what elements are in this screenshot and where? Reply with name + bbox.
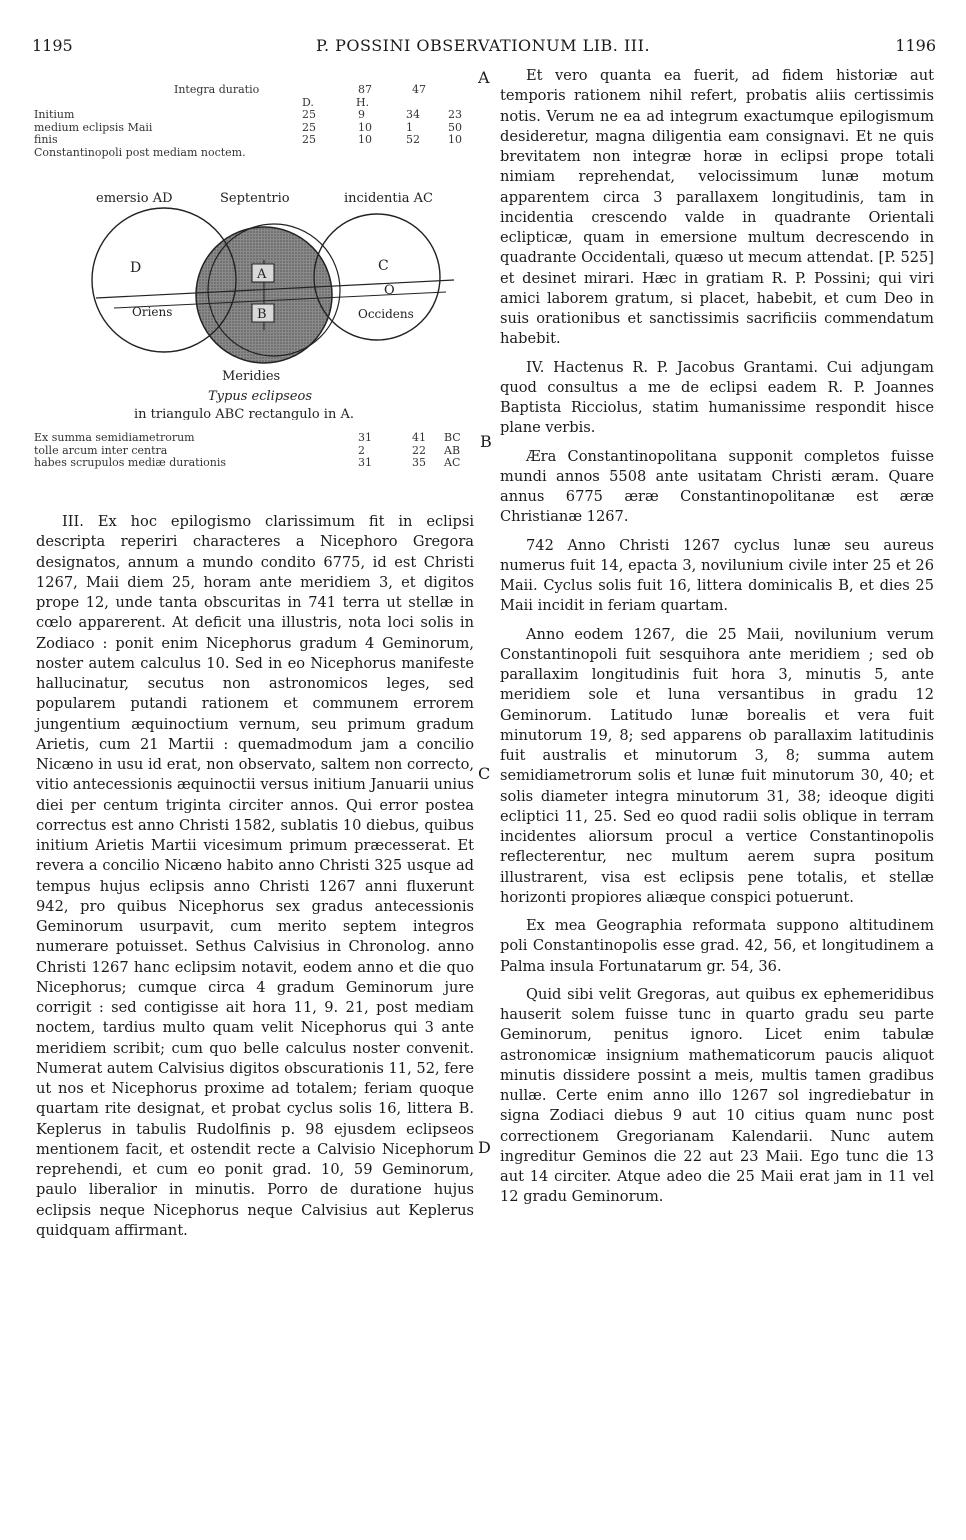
computation-table (34, 432, 474, 470)
duration-cell-s: 50 (448, 120, 462, 134)
diagram-occidens: Occidens (358, 307, 414, 321)
diagram-letter-o: O (384, 283, 395, 298)
computation-cell-b: 35 (412, 456, 426, 469)
eclipse-diagram (34, 180, 474, 420)
table-note-row (34, 147, 474, 160)
duration-cell-d: 25 (302, 133, 316, 146)
computation-cell-a: 31 (358, 456, 372, 469)
col-hours-label: H. (356, 95, 370, 109)
computation-cell-label: tolle arcum inter centra (34, 443, 168, 457)
paragraph: III. Ex hoc epilogismo clarissimum fit in eclipsi descripta reperiri characteres a Nicephoro Gregora designatos, annum a mundo condito 6775, id est Christi 1267, Maii diem 25, horam ante meridiem 3, et digitos prope 12, unde tanta obscuritas in 741 terra ut stellæ in cœlo apparerent. At deficit una illustris, nota loci solis in Zodiaco : ponit enim Nicephorus gradum 4 Geminorum, noster autem calculus 10. Sed in eo Nicephorus manifeste hallucinatur, secutus non astronomicos leges, sed popularem putandi rationem et communem errorem jungentium æquinoctium vernum, seu primum gradum Arietis, cum 21 Martii : quemadmodum jam a concilio Nicæno in usu id erat, non observato, saltem non correcto, vitio antecessionis æquinoctii versus initium Januarii unius diei per centum triginta circiter annos. Qui error postea correctus est anno Christi 1582, sublatis 10 diebus, quibus initium Arietis Martii vicesimum primum præcesserat. Et revera a concilio Nicæno habito anno Christi 325 usque ad tempus hujus eclipsis anno Christi 1267 anni fluxerunt 942, pro quibus Nicephorus sex gradus antecessionis Geminorum usurpavit, cum merito septem integros numerare potuisset. Sethus Calvisius in Chronolog. anno Christi 1267 hanc eclipsim notavit, eodem anno et die quo Nicephorus; cumque circa 4 gradum Geminorum jure corrigit : sed contigisse ait hora 11, 9. 21, post mediam noctem, tardius multo quam velit Nicephorus qui 3 ante meridiem scribit; cum quo belle calculus noster convenit. Numerat autem Calvisius digitos obscurationis 11, 52, fere ut nos et Nicephorus proxime ad totalem; feriam quoque quartam rite designat, et probat cyclus solis 16, littera B. Keplerus in tabulis Rudolfinis p. 98 ejusdem eclipseos mentionem facit, et ostendit recte a Calvisio Nicephorum reprehendi, et cum eo ponit grad. 10, 59 Geminorum, paulo liberalior in minutis. Porro de duratione hujus eclipsis neque Nicephorus neque Calvisius aut Keplerus quidquam affirmant. (36, 513, 474, 1239)
page-number-left: 1195 (32, 36, 73, 55)
diagram-oriens: Oriens (132, 305, 173, 319)
computation-cell-b: 41 (412, 431, 426, 444)
duration-cell-m: 52 (406, 133, 420, 146)
duration-cell-m: 1 (406, 120, 413, 134)
col-days-label: D. (302, 95, 314, 109)
computation-cell-c: AB (444, 443, 461, 457)
computation-cell-b: 22 (412, 443, 426, 457)
diagram-meridies: Meridies (222, 369, 281, 384)
paragraph: 742 Anno Christi 1267 cyclus lunæ seu aureus numerus fuit 14, epacta 3, novilunium civile inter 25 et 26 Maii. Cyclus solis fuit 16, littera dominicalis B, et dies 25 Maii incidit in feriam quartam. (500, 536, 934, 615)
page-number-right: 1196 (895, 36, 936, 55)
diagram-letter-a: A (257, 267, 267, 282)
diagram-emersio: emersio AD (96, 191, 173, 206)
duration-cell-s: 10 (448, 133, 462, 146)
paragraph: Et vero quanta ea fuerit, ad fidem historiæ aut temporis rationem nihil refert, probatis aliis certissimis notis. Verum ne ea ad integrum exactumque epilogismum desideretur, magna diligentia eam consignavi. Et ne quis brevitatem non integræ horæ in eclipsi prope totali nimiam reprehendat, velocissimum lunæ motum apparentem circa 3 parallaxem longitudinis, tam in incidentia crescendo valde in quadrante Orientali eclipticæ, quam in emersione multum decrescendo in quadrante Occidentali, quæso ut mecum attendat. [P. 525] et desinet mirari. Hæc in gratiam R. P. Possini; qui viri amici laborem gratum, si placet, habebit, et cum Deo in suis orationibus et sanctissimis sacrificiis commendatum habebit. (500, 67, 934, 348)
duration-cell-d: 25 (302, 120, 316, 134)
paragraph: Quid sibi velit Gregoras, aut quibus ex ephemeridibus hauserit solem fuisse tunc in quarto gradu seu parte Geminorum, penitus ignoro. Licet enim tabulæ astronomicæ insignium mathematicorum paucis aliquot minutis dissidere possint a meis, multis tamen gradibus nullæ. Certe enim anno illo 1267 sol ingrediebatur in signa Zodiaci diebus 9 aut 10 citius quam nunc post correctionem Gregorianam Kalendarii. Nunc autem ingreditur Geminos die 22 aut 23 Maii. Ego tunc die 13 aut 14 circiter. Atque adeo die 25 Maii erat jam in 11 vel 12 gradu Geminorum. (500, 985, 934, 1206)
table-title-row (34, 84, 474, 97)
diagram-letter-c: C (378, 258, 389, 274)
duration-cell-m: 34 (406, 108, 420, 121)
margin-letter-a: A (478, 68, 490, 87)
right-column (500, 66, 934, 1208)
computation-row (34, 457, 474, 470)
paragraph: Æra Constantinopolitana supponit completos fuisse mundi annos 5508 ante usitatam Christi æram. Quare annus 6775 æræ Constantinopolitanæ est æræ Christianæ 1267. (500, 447, 934, 526)
duration-cell-label: Initium (34, 108, 75, 121)
running-title: P. POSSINI OBSERVATIONUM LIB. III. (315, 36, 651, 55)
duration-cell-h: 10 (358, 120, 372, 134)
duration-cell-s: 23 (448, 108, 462, 121)
table-title-minutes: 47 (412, 83, 426, 96)
left-column (36, 512, 474, 1241)
paragraph: Anno eodem 1267, die 25 Maii, novilunium verum Constantinopoli fuit sesquihora ante meridiem ; sed ob parallaxim longitudinis fuit hora 3, minutis 5, ante meridiem sole et luna versantibus in gradu 12 Geminorum. Latitudo lunæ borealis et vera fuit minutorum 19, 8; sed apparens ob parallaxim latitudinis fuit australis et minutorum 3, 8; summa autem semidiametrorum solis et lunæ fuit minutorum 30, 40; et solis diameter integra minutorum 31, 38; ideoque digiti ecliptici 11, 25. Sed eo quod radii solis oblique in terram incidentes aliorsum procul a vertice Constantinopolis reflecterentur, nec multum aerem supra positum illustrarent, visa est eclipsis pene totalis, et stellæ horizonti propiores aliæque conspici potuerunt. (500, 625, 934, 906)
table-title-hours: 87 (358, 83, 372, 96)
duration-cell-h: 9 (358, 108, 365, 121)
duration-cell-d: 25 (302, 108, 316, 121)
table-title: Integra duratio (174, 83, 260, 96)
moon-incidence-circle (314, 214, 440, 340)
margin-letter-c: C (478, 764, 491, 783)
diagram-subcaption: in triangulo ABC rectangulo in A. (134, 407, 354, 420)
duration-cell-label: finis (34, 133, 58, 146)
computation-cell-label: habes scrupulos mediæ durationis (34, 456, 226, 469)
duration-cell-label: medium eclipsis Maii (34, 120, 153, 134)
paragraph: IV. Hactenus R. P. Jacobus Grantami. Cui adjungam quod consultus a me de eclipsi eadem R. P. Joannes Baptista Ricciolus, statim humanissime respondit hisce plane verbis. (500, 358, 934, 437)
diagram-septentrio: Septentrio (220, 191, 290, 206)
table-rows (34, 109, 474, 147)
computation-row (34, 432, 474, 445)
duration-row (34, 134, 474, 147)
duration-cell-h: 10 (358, 133, 372, 146)
computation-cell-a: 2 (358, 443, 365, 457)
diagram-caption: Typus eclipseos (208, 389, 312, 404)
computation-cell-label: Ex summa semidiametrorum (34, 431, 195, 444)
computation-rows (34, 432, 474, 470)
margin-letter-d: D (478, 1138, 491, 1157)
computation-cell-a: 31 (358, 431, 372, 444)
duration-row (34, 109, 474, 122)
diagram-letter-d: D (130, 260, 142, 276)
diagram-letter-b: B (257, 307, 267, 322)
computation-cell-c: BC (444, 431, 461, 444)
margin-letter-b: B (480, 432, 492, 451)
duration-table (34, 84, 474, 159)
diagram-incidentia: incidentia AC (344, 191, 433, 206)
computation-cell-c: AC (444, 456, 461, 469)
table-note: Constantinopoli post mediam noctem. (34, 145, 246, 159)
paragraph: Ex mea Geographia reformata suppono altitudinem poli Constantinopolis esse grad. 42, 56, et longitudinem a Palma insula Fortunatarum gr. 54, 36. (500, 917, 934, 975)
